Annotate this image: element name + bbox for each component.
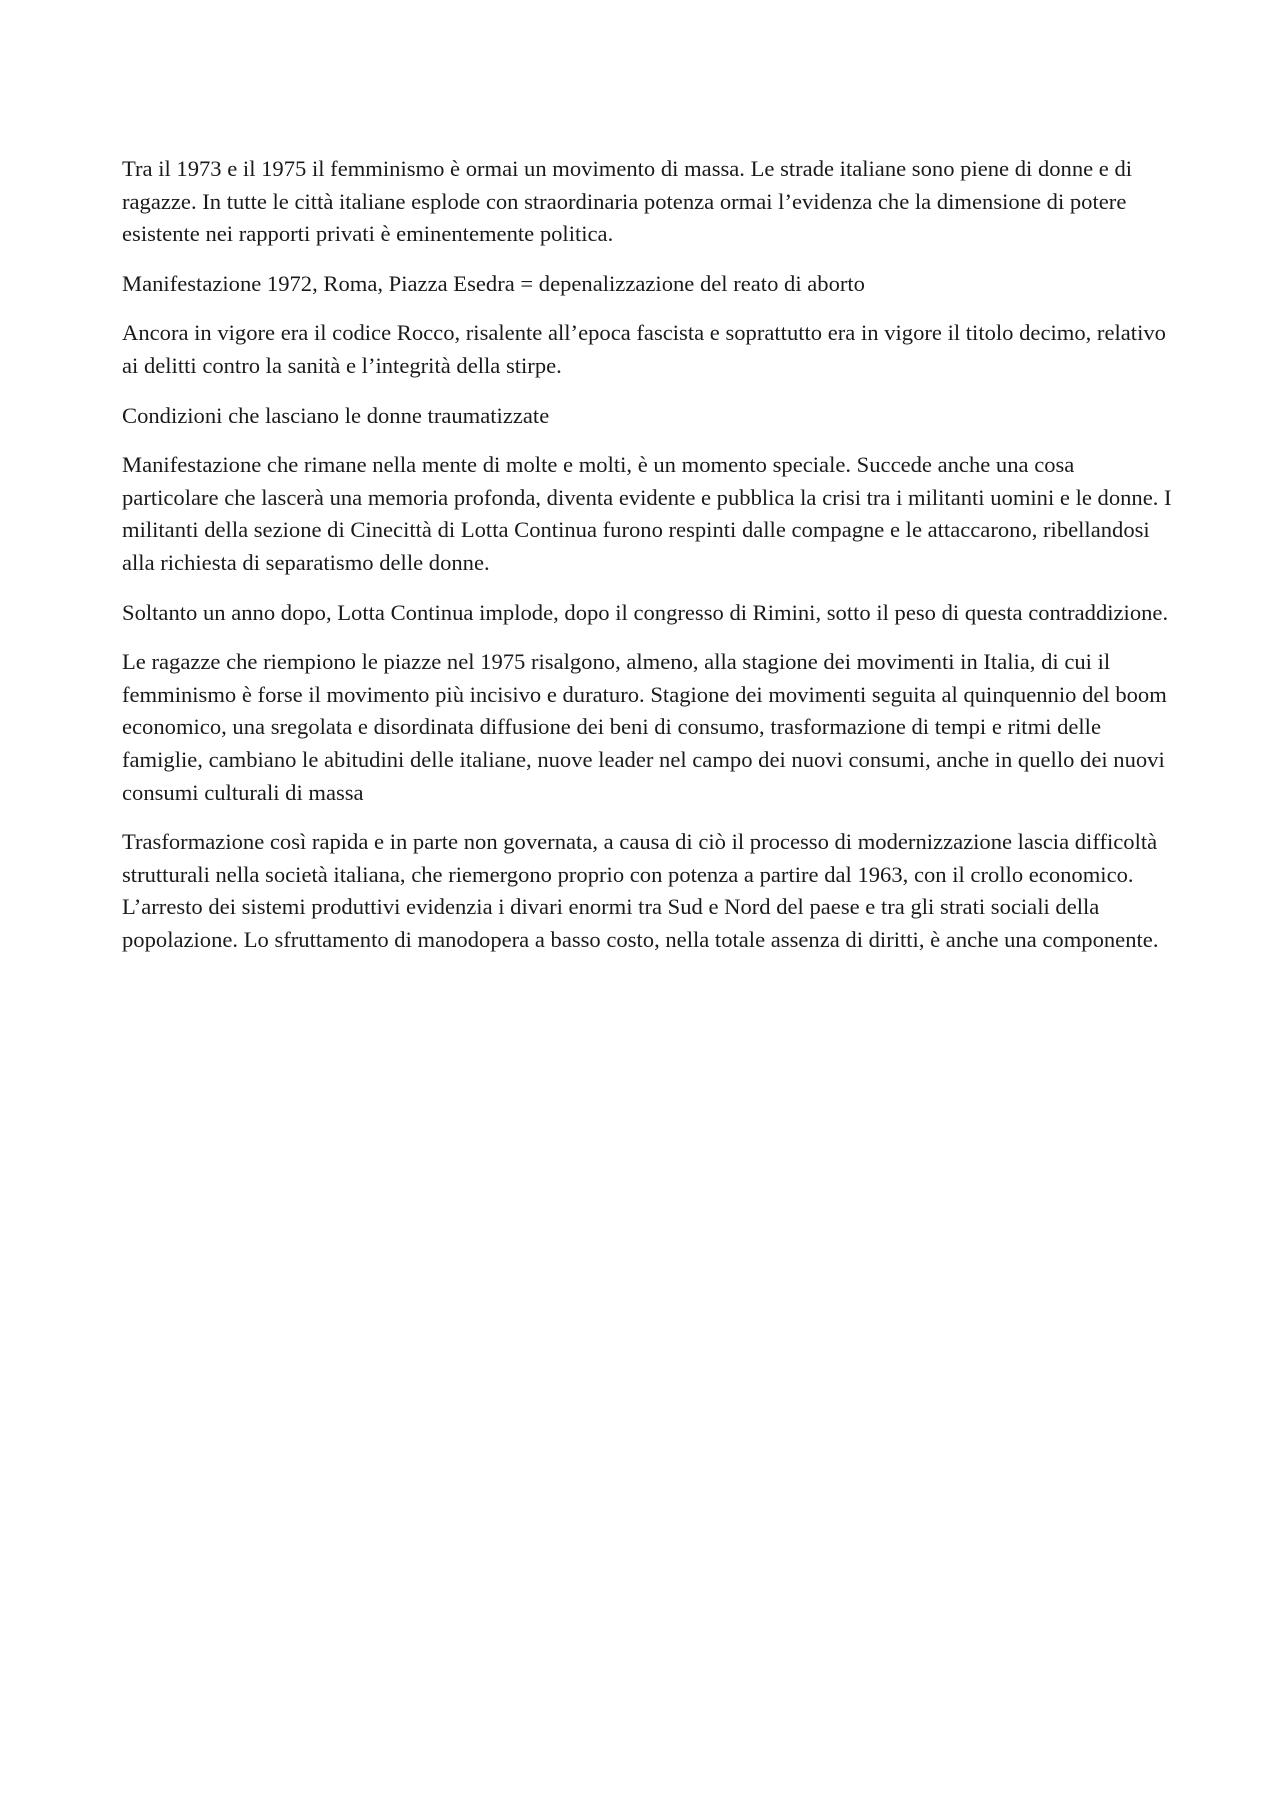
paragraph-5: Manifestazione che rimane nella mente di molte e molti, è un momento speciale. Succede anche una cosa particolare che lascerà una memoria profonda, diventa evidente e pubblica la crisi tra i militanti uomini e le donne. I militanti della sezione di Cinecittà di Lotta Continua furono respinti dalle compagne e le attaccarono, ribellandosi alla richiesta di separatismo delle donne. [122, 452, 1172, 575]
paragraph-3: Ancora in vigore era il codice Rocco, risalente all’epoca fascista e soprattutto era in vigore il titolo decimo, relativo ai delitti contro la sanità e l’integrità della stirpe. [122, 320, 1166, 378]
paragraph-6: Soltanto un anno dopo, Lotta Continua implode, dopo il congresso di Rimini, sotto il peso di questa contraddizione. [122, 599, 1169, 625]
document-body [122, 153, 1172, 973]
paragraph-8: Trasformazione così rapida e in parte non governata, a causa di ciò il processo di modernizzazione lascia difficoltà strutturali nella società italiana, che riemergono proprio con potenza a partire dal 1963, con il crollo economico. L’arresto dei sistemi produttivi evidenzia i divari enormi tra Sud e Nord del paese e tra gli strati sociali della popolazione. Lo sfruttamento di manodopera a basso costo, nella totale assenza di diritti, è anche una componente. [122, 829, 1159, 952]
paragraph-1: Tra il 1973 e il 1975 il femminismo è ormai un movimento di massa. Le strade italiane sono piene di donne e di ragazze. In tutte le città italiane esplode con straordinaria potenza ormai l’evidenza che la dimensione di potere esistente nei rapporti privati è eminentemente politica. [122, 156, 1133, 247]
paragraph-2: Manifestazione 1972, Roma, Piazza Esedra = depenalizzazione del reato di aborto [122, 270, 865, 296]
paragraph-7: Le ragazze che riempiono le piazze nel 1975 risalgono, almeno, alla stagione dei movimenti in Italia, di cui il femminismo è forse il movimento più incisivo e duraturo. Stagione dei movimenti seguita al quinquennio del boom economico, una sregolata e disordinata diffusione dei beni di consumo, trasformazione di tempi e ritmi delle famiglie, cambiano le abitudini delle italiane, nuove leader nel campo dei nuovi consumi, anche in quello dei nuovi consumi culturali di massa [122, 649, 1167, 805]
paragraph-4: Condizioni che lasciano le donne traumatizzate [122, 402, 550, 428]
